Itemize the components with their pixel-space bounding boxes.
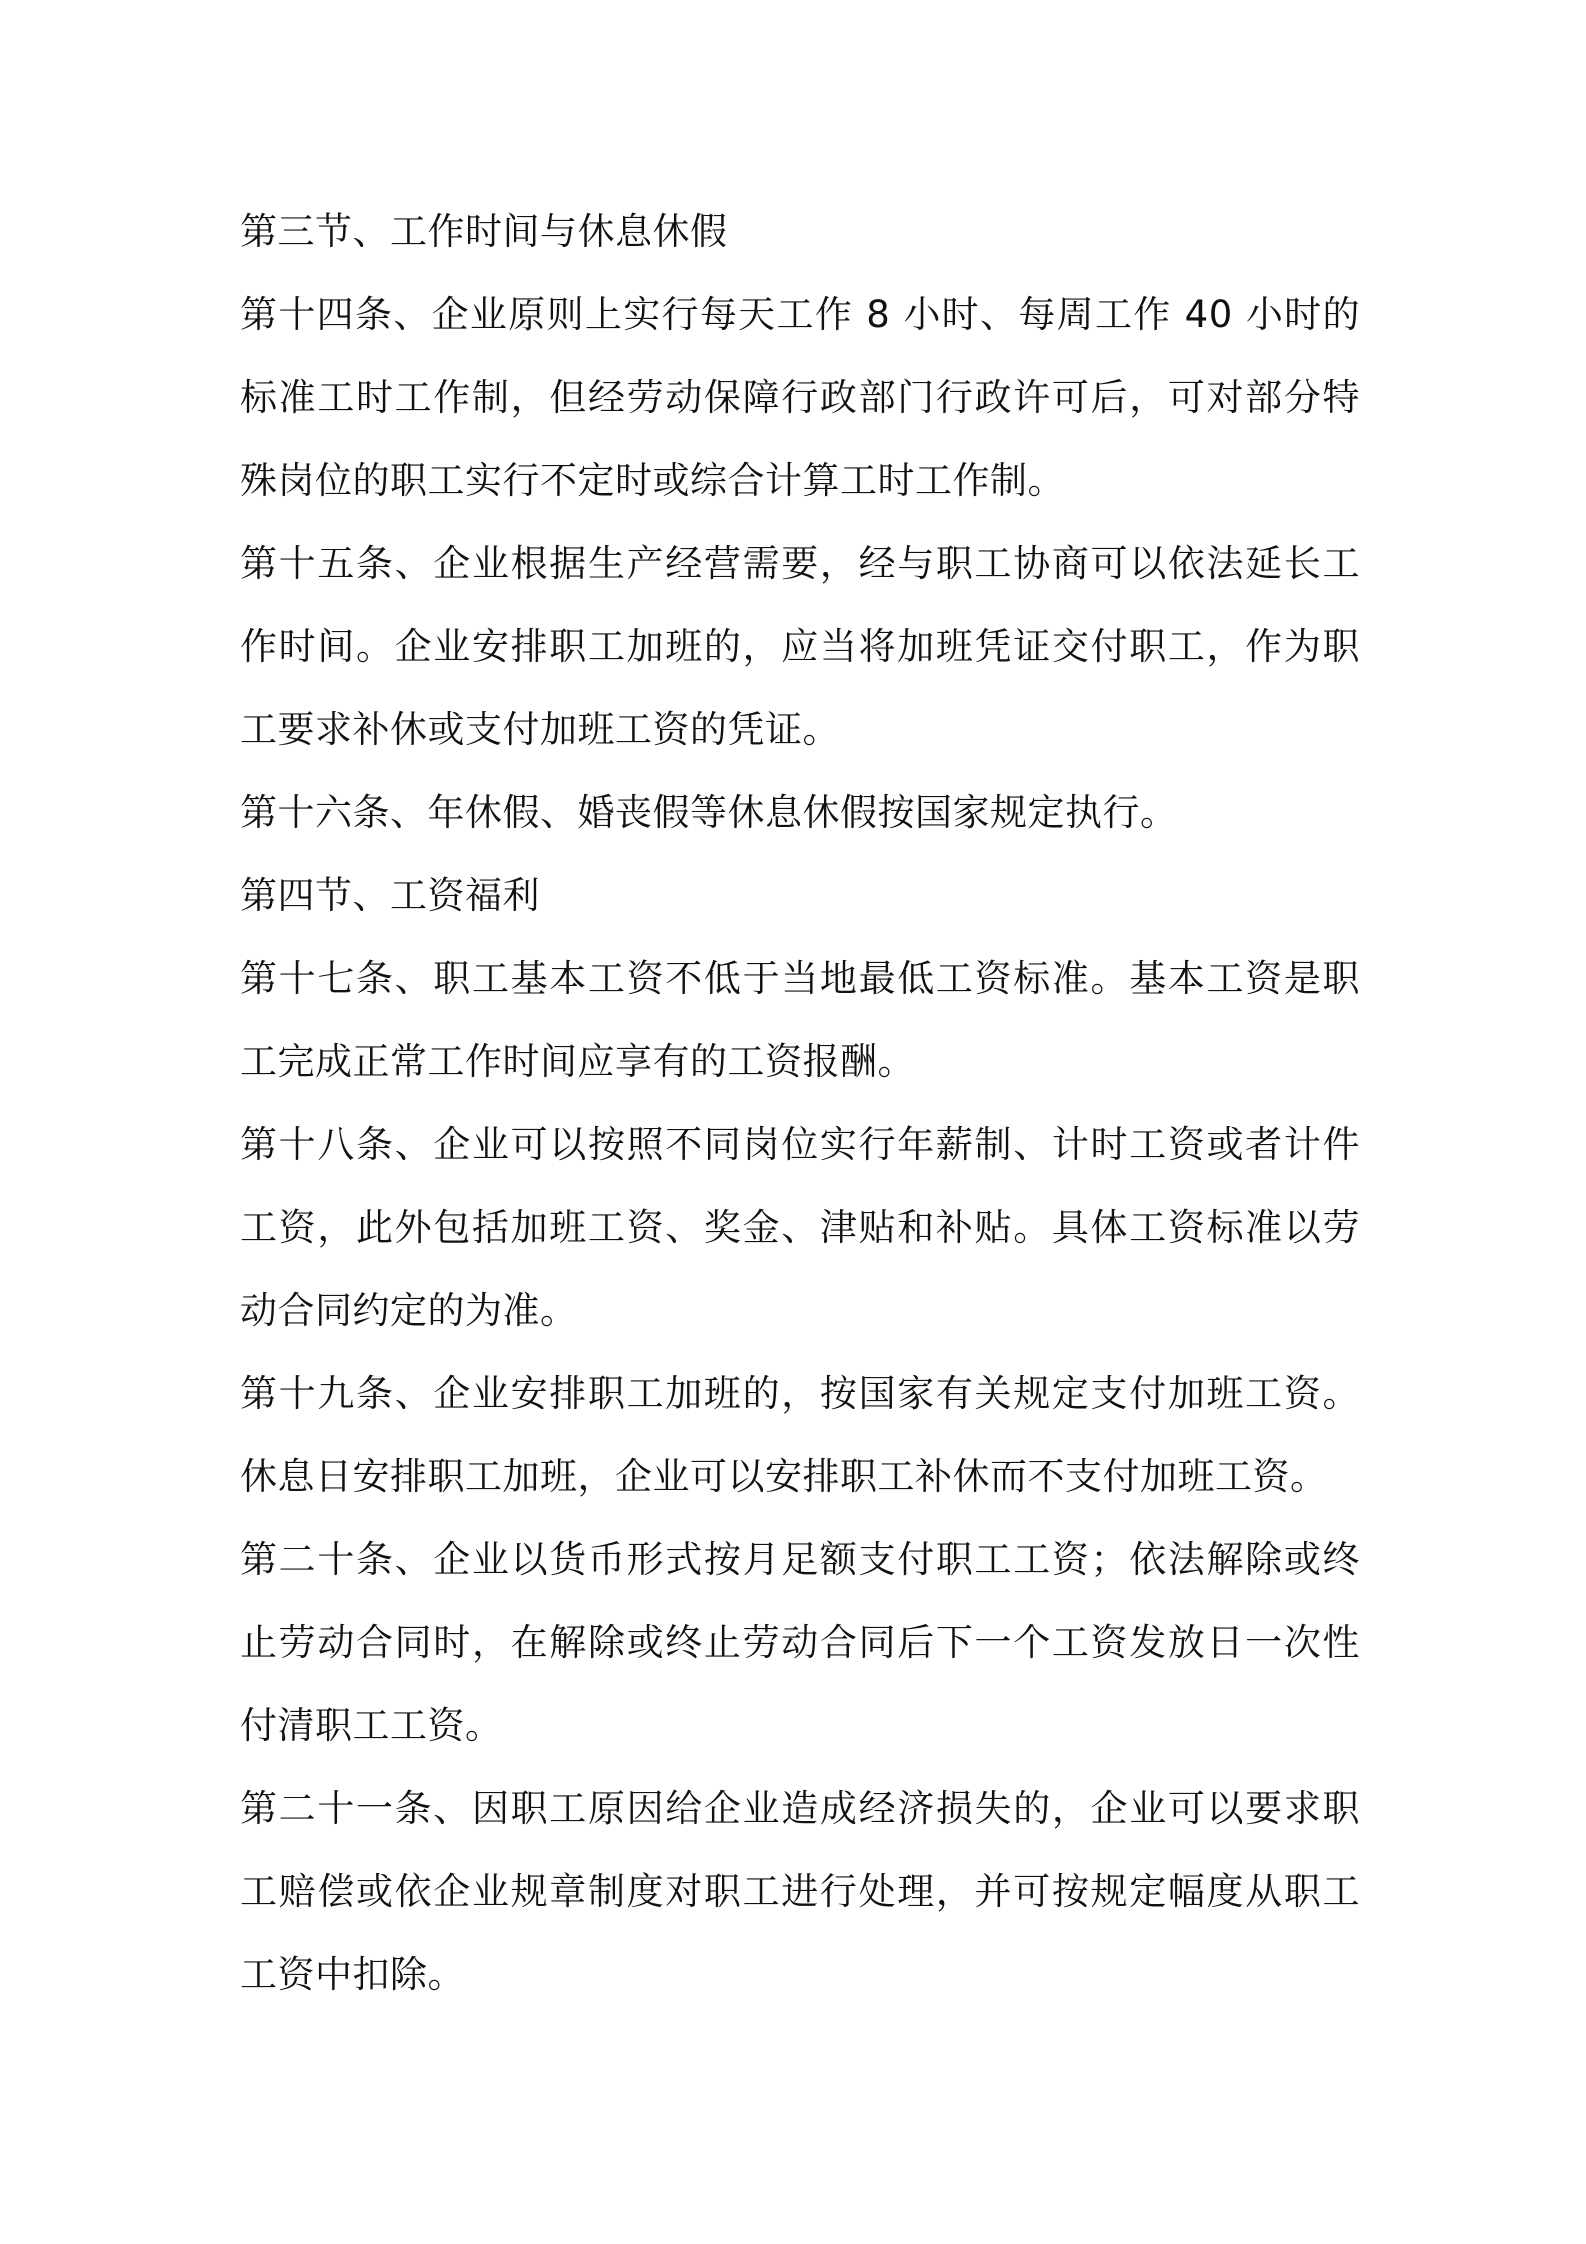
section-heading-3: 第三节、工作时间与休息休假 xyxy=(240,210,728,253)
article-14: 第十四条、企业原则上实行每天工作 8 小时、每周工作 40 小时的标准工时工作制，但经劳动保障行政部门行政许可后，可对部分特殊岗位的职工实行不定时或综合计算工时工作制。 xyxy=(240,293,1360,502)
article-18: 第十八条、企业可以按照不同岗位实行年薪制、计时工资或者计件工资，此外包括加班工资、奖金、津贴和补贴。具体工资标准以劳动合同约定的为准。 xyxy=(240,1123,1360,1332)
document-page xyxy=(240,190,1360,2016)
article-15: 第十五条、企业根据生产经营需要，经与职工协商可以依法延长工作时间。企业安排职工加班的，应当将加班凭证交付职工，作为职工要求补休或支付加班工资的凭证。 xyxy=(240,542,1360,751)
article-21: 第二十一条、因职工原因给企业造成经济损失的，企业可以要求职工赔偿或依企业规章制度对职工进行处理，并可按规定幅度从职工工资中扣除。 xyxy=(240,1787,1360,1996)
article-19: 第十九条、企业安排职工加班的，按国家有关规定支付加班工资。休息日安排职工加班，企业可以安排职工补休而不支付加班工资。 xyxy=(240,1372,1360,1498)
article-16: 第十六条、年休假、婚丧假等休息休假按国家规定执行。 xyxy=(240,791,1178,834)
article-20: 第二十条、企业以货币形式按月足额支付职工工资；依法解除或终止劳动合同时，在解除或终止劳动合同后下一个工资发放日一次性付清职工工资。 xyxy=(240,1538,1360,1747)
article-17: 第十七条、职工基本工资不低于当地最低工资标准。基本工资是职工完成正常工作时间应享有的工资报酬。 xyxy=(240,957,1360,1083)
section-heading-4: 第四节、工资福利 xyxy=(240,874,540,917)
